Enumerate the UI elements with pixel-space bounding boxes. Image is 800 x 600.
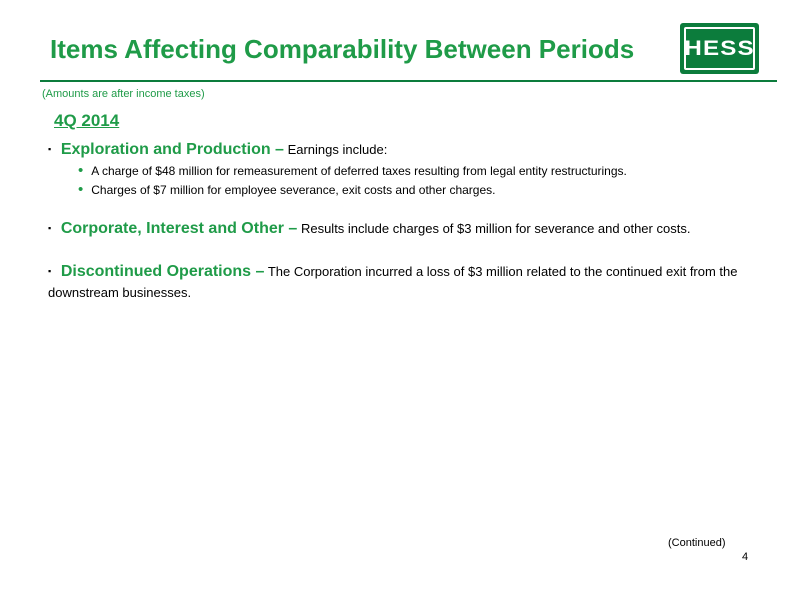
hess-logo-text: HESS: [684, 36, 755, 60]
dot-bullet-icon: •: [78, 162, 84, 179]
item-text: Earnings include:: [287, 142, 388, 157]
item-exploration-production: [48, 140, 760, 161]
continued-label: (Continued): [668, 537, 726, 549]
item-text: Results include charges of $3 million for severance and other costs.: [300, 221, 691, 236]
subitem-text: Charges of $7 million for employee severance, exit costs and other charges.: [91, 183, 496, 197]
page-number: 4: [742, 551, 749, 563]
square-bullet-icon: ▪: [48, 266, 52, 276]
item-heading: Discontinued Operations –: [60, 263, 265, 280]
item-text: The Corporation incurred a loss of $3 million related to the continued exit from the downstream businesses.: [48, 264, 738, 300]
subitem-text: A charge of $48 million for remeasurement of deferred taxes resulting from legal entity restructurings.: [91, 164, 627, 178]
square-bullet-icon: ▪: [48, 223, 52, 233]
hess-logo-frame: [684, 27, 755, 70]
amounts-note: (Amounts are after income taxes): [42, 88, 205, 100]
page-title: Items Affecting Comparability Between Periods: [50, 34, 635, 64]
item-heading: Corporate, Interest and Other –: [60, 220, 298, 237]
item-discontinued-operations: [48, 262, 760, 303]
period-heading: 4Q 2014: [54, 111, 120, 130]
dot-bullet-icon: •: [78, 181, 84, 198]
item-heading: Exploration and Production –: [60, 141, 284, 158]
subitem-deferred-taxes: [78, 163, 627, 179]
hess-logo: [680, 23, 759, 74]
subitem-severance: [78, 182, 495, 198]
item-corporate-interest-other: [48, 219, 760, 240]
square-bullet-icon: ▪: [48, 144, 52, 154]
header-divider: [40, 80, 777, 82]
